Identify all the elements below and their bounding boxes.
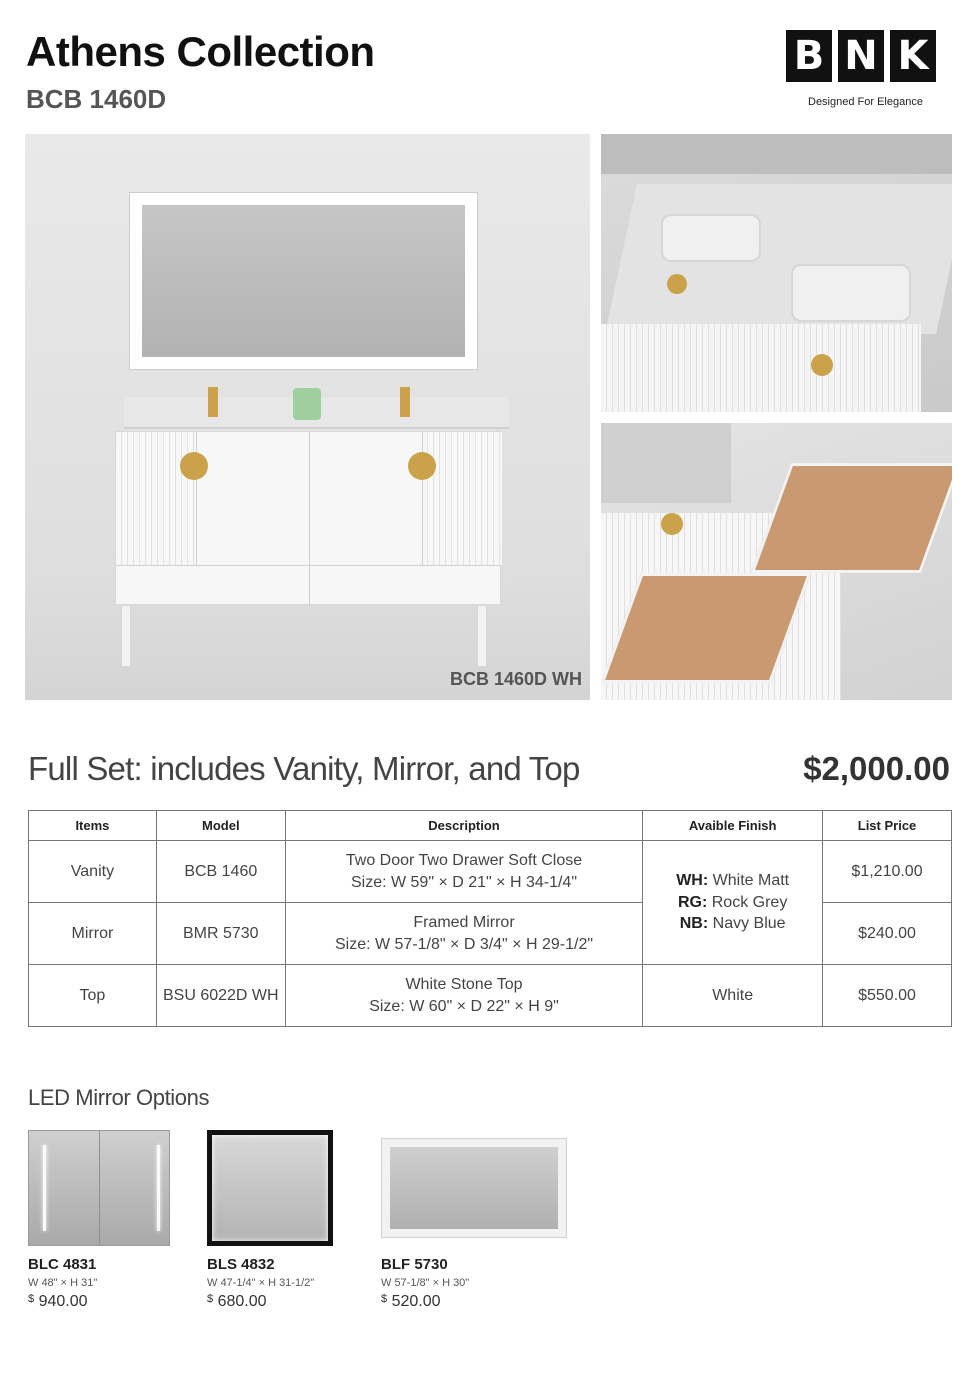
mirror-image xyxy=(129,192,478,370)
full-set-price: $2,000.00 xyxy=(803,750,950,787)
size-line: Size: W 59" × D 21" × H 34-1/4" xyxy=(350,873,577,891)
finish-name: White Matt xyxy=(712,872,790,890)
main-product-photo xyxy=(25,134,590,700)
led-option-bls4832 xyxy=(207,1130,333,1311)
photo-model-label: BCB 1460D WH xyxy=(449,669,582,689)
page-title: Athens Collection xyxy=(26,28,375,75)
size-line: Size: W 57-1/8" × D 3/4" × H 29-1/2" xyxy=(334,935,594,953)
description-cell xyxy=(285,841,643,903)
framed-led-mirror-image xyxy=(207,1130,333,1246)
led-size: W 48" × H 31" xyxy=(28,1277,98,1289)
logo-letter-k: K xyxy=(890,30,936,82)
faucet-right xyxy=(400,387,410,417)
price-cell: $550.00 xyxy=(823,965,952,1027)
led-model: BLC 4831 xyxy=(28,1256,97,1273)
vanity-cabinet-image xyxy=(115,431,501,605)
drawer-detail-photo xyxy=(601,423,952,700)
led-size: W 57-1/8" × H 30" xyxy=(381,1277,470,1289)
finish-cell: White xyxy=(643,965,823,1027)
price-cell: $240.00 xyxy=(823,903,952,965)
led-model: BLS 4832 xyxy=(207,1256,275,1273)
logo-letter-b: B xyxy=(786,30,832,82)
model-cell: BCB 1460 xyxy=(156,841,285,903)
column-header: Avaible Finish xyxy=(643,811,823,841)
table-row xyxy=(29,965,952,1027)
brand-logo xyxy=(786,30,946,108)
finish-name: Navy Blue xyxy=(712,915,786,933)
led-price: $ 680.00 xyxy=(207,1293,267,1310)
led-model: BLF 5730 xyxy=(381,1256,448,1273)
finish-code: RG: xyxy=(677,893,708,911)
soap-bottles xyxy=(293,388,321,420)
finish-code: NB: xyxy=(679,915,709,933)
model-cell: BMR 5730 xyxy=(156,903,285,965)
finish-code: WH: xyxy=(676,872,709,890)
gold-handle-right xyxy=(408,452,436,480)
led-mirror-heading: LED Mirror Options xyxy=(28,1085,210,1110)
specs-table xyxy=(28,810,952,1027)
column-header: Items xyxy=(29,811,157,841)
column-header: Model xyxy=(156,811,285,841)
led-option-blf5730 xyxy=(381,1130,567,1311)
description-line: Two Door Two Drawer Soft Close xyxy=(345,851,583,869)
size-line: Size: W 60" × D 22" × H 9" xyxy=(369,997,559,1015)
description-cell xyxy=(285,903,643,965)
item-cell: Vanity xyxy=(29,841,157,903)
full-set-heading: Full Set: includes Vanity, Mirror, and Top xyxy=(28,750,580,787)
logo-letter-n: N xyxy=(838,30,884,82)
item-cell: Mirror xyxy=(29,903,157,965)
led-price: $ 940.00 xyxy=(28,1293,88,1310)
column-header: Description xyxy=(285,811,643,841)
gold-handle-left xyxy=(180,452,208,480)
brand-tagline: Designed For Elegance xyxy=(808,96,923,108)
mirror-cabinet-image xyxy=(28,1130,170,1246)
model-cell: BSU 6022D WH xyxy=(156,965,285,1027)
price-cell: $1,210.00 xyxy=(823,841,952,903)
table-row xyxy=(29,841,952,903)
column-header: List Price xyxy=(823,811,952,841)
description-line: White Stone Top xyxy=(405,975,523,993)
table-header-row xyxy=(29,811,952,841)
led-price: $ 520.00 xyxy=(381,1293,441,1310)
finish-name: Rock Grey xyxy=(711,893,788,911)
item-cell: Top xyxy=(29,965,157,1027)
led-size: W 47-1/4" × H 31-1/2" xyxy=(207,1277,315,1289)
led-option-blc4831 xyxy=(28,1130,170,1311)
description-cell xyxy=(285,965,643,1027)
finish-cell xyxy=(643,841,823,965)
frameless-led-mirror-image xyxy=(381,1130,567,1246)
description-line: Framed Mirror xyxy=(413,913,515,931)
faucet-left xyxy=(208,387,218,417)
model-subtitle: BCB 1460D xyxy=(26,84,167,114)
countertop-detail-photo xyxy=(601,134,952,412)
